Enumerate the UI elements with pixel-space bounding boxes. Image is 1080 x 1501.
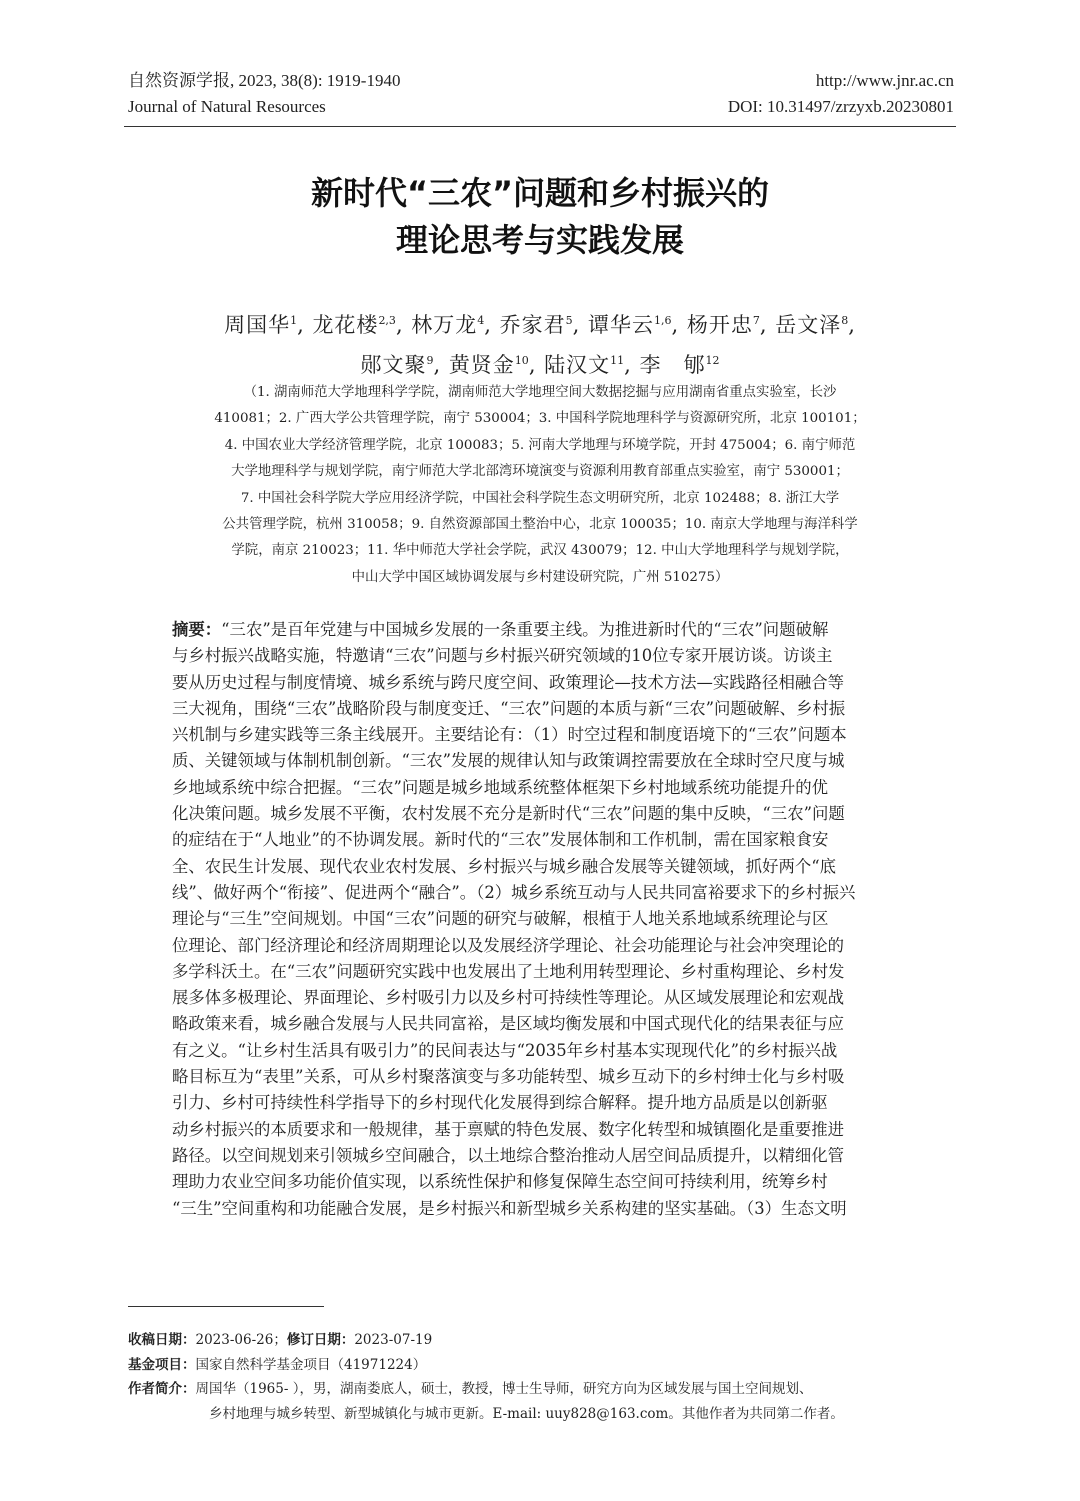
bio-label: 作者简介： (128, 1381, 196, 1397)
abstract-line: 兴机制与乡建实践等三条主线展开。主要结论有：（1）时空过程和制度语境下的“三农”问题本 (172, 725, 847, 745)
abstract-line: 动乡村振兴的本质要求和一般规律，基于禀赋的特色发展、数字化转型和城镇圈化是重要推进 (172, 1119, 845, 1139)
bio-text: 周国华（1965- ），男，湖南娄底人，硕士，教授，博士生导师，研究方向为区域发展与国土空间规划、 (195, 1381, 813, 1397)
abstract-line: 位理论、部门经济理论和经济周期理论以及发展经济学理论、社会功能理论与社会冲突理论的 (172, 935, 845, 955)
journal-name-en: Journal of Natural Resources (128, 97, 326, 116)
header-rule (124, 126, 956, 127)
author-affiliation-mark: 11 (610, 354, 625, 367)
footnotes (128, 1328, 960, 1426)
abstract-line: 与乡村振兴战略实施，特邀请“三农”问题与乡村振兴研究领域的10位专家开展访谈。访谈主 (172, 646, 833, 666)
abstract-label: 摘要： (172, 620, 222, 639)
author-affiliation-mark: 1,6 (654, 314, 672, 327)
author-affiliation-mark: 4 (477, 314, 485, 327)
abstract-line: 质、关键领域与体制机制创新。“三农”发展的规律认知与政策调控需要放在全球时空尺度与城 (172, 751, 845, 771)
affiliation-line: 中山大学中国区域协调发展与乡村建设研究院，广州 510275） (351, 569, 729, 585)
abstract-line: 有之义。“让乡村生活具有吸引力”的民间表达与“2035年乡村基本实现现代化”的乡村振兴战 (172, 1040, 838, 1060)
author-affiliation-mark: 9 (426, 354, 434, 367)
footnote-fund (128, 1353, 960, 1378)
journal-citation: 自然资源学报, 2023, 38(8): 1919-1940 (128, 71, 401, 90)
footnote-rule (128, 1306, 324, 1307)
footnote-dates (128, 1328, 960, 1353)
author-name: 陆汉文 (544, 353, 611, 377)
title-line-2: 理论思考与实践发展 (395, 221, 684, 259)
affiliations (175, 380, 905, 591)
author-name: 郧文聚 (360, 353, 427, 377)
abstract-line: 略目标互为“表里”关系，可从乡村聚落演变与多功能转型、城乡互动下的乡村绅士化与乡村吸 (172, 1067, 845, 1087)
author-affiliation-mark: 8 (841, 314, 849, 327)
abstract-line: 多学科沃土。在“三农”问题研究实践中也发展出了土地利用转型理论、乡村重构理论、乡村发 (172, 961, 845, 981)
author-list (0, 303, 1080, 383)
affiliation-line: 学院，南京 210023；11. 华中师范大学社会学院，武汉 430079；12. 中山大学地理科学与规划学院， (231, 543, 849, 559)
abstract-line: 化决策问题。城乡发展不平衡，农村发展不充分是新时代“三农”问题的集中反映，“三农”问题 (172, 804, 845, 824)
fund-text: 国家自然科学基金项目（41971224） (195, 1356, 427, 1373)
paper-title (0, 170, 1080, 264)
revised-label: 修订日期： (286, 1332, 355, 1348)
abstract-line (172, 617, 912, 643)
received-label: 收稿日期： (128, 1332, 196, 1348)
author-affiliation-mark: 1 (290, 314, 298, 327)
author-affiliation-mark: 7 (752, 314, 760, 327)
abstract (172, 617, 912, 1222)
affiliation-line: 7. 中国社会科学院大学应用经济学院，中国社会科学院生态文明研究所，北京 102488；8. 浙江大学 (240, 490, 840, 506)
author-name: 李 郇 (639, 353, 706, 377)
fund-label: 基金项目： (128, 1356, 196, 1373)
author-line-2: 郧文聚$^9$, 黄贤金$^{10}$, 陆汉文$^{11}$, 李 郇$^{12}$ (360, 353, 720, 377)
affiliation-line: 大学地理科学与规划学院，南宁师范大学北部湾环境演变与资源利用教育部重点实验室，南宁 530001； (231, 464, 849, 480)
author-name: 黄贤金 (448, 353, 515, 377)
author-line-1: 周国华$^1$, 龙花楼$^{2,3}$, 林万龙$^4$, 乔家君$^5$, 谭华云$^{1,6}$, 杨开忠$^7$, 岳文泽$^8$, (224, 313, 856, 337)
abstract-line: 线”、做好两个“衔接”、促进两个“融合”。（2）城乡系统互动与人民共同富裕要求下的乡村振兴 (172, 882, 856, 902)
abstract-line: 理助力农业空间多功能价值实现，以系统性保护和修复保障生态空间可持续利用，统筹乡村 (172, 1172, 828, 1192)
abstract-text: “三农”是百年党建与中国城乡发展的一条重要主线。为推进新时代的“三农”问题破解 (221, 620, 829, 639)
abstract-line: 三大视角，围绕“三农”战略阶段与制度变迁、“三农”问题的本质与新“三农”问题破解、乡村振 (172, 698, 846, 718)
author-name: 杨开忠 (686, 313, 753, 337)
received-date: 2023-06-26； (195, 1332, 287, 1348)
affiliation-line: 4. 中国农业大学经济管理学院，北京 100083；5. 河南大学地理与环境学院，开封 475004；6. 南宁师范 (224, 437, 856, 453)
affiliation-line: （1. 湖南师范大学地理科学学院，湖南师范大学地理空间大数据挖掘与应用湖南省重点实验室，长沙 (243, 385, 837, 400)
abstract-line: 全、农民生计发展、现代农业农村发展、乡村振兴与城乡融合发展等关键领域，抓好两个“底 (172, 856, 837, 876)
abstract-line: 略政策来看，城乡融合发展与人民共同富裕，是区域均衡发展和中国式现代化的结果表征与应 (172, 1014, 845, 1034)
journal-url[interactable]: http://www.jnr.ac.cn (815, 71, 954, 90)
affiliation-line: 公共管理学院，杭州 310058；9. 自然资源部国土整治中心，北京 100035；10. 南京大学地理与海洋科学 (222, 517, 858, 533)
abstract-line: 展多体多极理论、界面理论、乡村吸引力以及乡村可持续性等理论。从区域发展理论和宏观战 (172, 988, 845, 1008)
doi[interactable]: DOI: 10.31497/zrzyxb.20230801 (727, 97, 954, 116)
abstract-line: 路径。以空间规划来引领城乡空间融合，以土地综合整治推动人居空间品质提升，以精细化管 (172, 1145, 845, 1165)
author-name: 岳文泽 (775, 313, 842, 337)
abstract-line: 乡地域系统中综合把握。“三农”问题是城乡地域系统整体框架下乡村地域系统功能提升的优 (172, 777, 828, 797)
author-affiliation-mark: 12 (705, 354, 720, 367)
footnote-bio (128, 1377, 960, 1402)
author-name: 乔家君 (499, 313, 566, 337)
abstract-line: 的症结在于“人地业”的不协调发展。新时代的“三农”发展体制和工作机制，需在国家粮食安 (172, 830, 829, 850)
abstract-line: 引力、乡村可持续性科学指导下的乡村现代化发展得到综合解释。提升地方品质是以创新驱 (172, 1093, 828, 1113)
abstract-line: 要从历史过程与制度情境、城乡系统与跨尺度空间、政策理论—技术方法—实践路径相融合等 (172, 672, 845, 692)
footnote-bio-continued: 乡村地理与城乡转型、新型城镇化与城市更新。E-mail: uuy828@163.com。其他作者为共同第二作者。 (209, 1405, 844, 1422)
affiliation-line: 410081；2. 广西大学公共管理学院，南宁 530004；3. 中国科学院地理科学与资源研究所，北京 100101； (214, 411, 866, 427)
title-line-1: 新时代“三农”问题和乡村振兴的 (310, 174, 770, 212)
author-name: 周国华 (224, 313, 291, 337)
revised-date: 2023-07-19 (354, 1332, 433, 1348)
abstract-line: “三生”空间重构和功能融合发展，是乡村振兴和新型城乡关系构建的坚实基础。（3）生态文明 (172, 1198, 847, 1218)
author-name: 林万龙 (411, 313, 478, 337)
journal-header-right (728, 68, 954, 120)
author-affiliation-mark: 10 (514, 354, 529, 367)
journal-header-left (128, 68, 400, 120)
author-name: 谭华云 (588, 313, 655, 337)
author-affiliation-mark: 5 (565, 314, 573, 327)
abstract-line: 理论与“三生”空间规划。中国“三农”问题的研究与破解，根植于人地关系地域系统理论与区 (172, 909, 829, 929)
author-name: 龙花楼 (312, 313, 379, 337)
author-affiliation-mark: 2,3 (378, 314, 396, 327)
